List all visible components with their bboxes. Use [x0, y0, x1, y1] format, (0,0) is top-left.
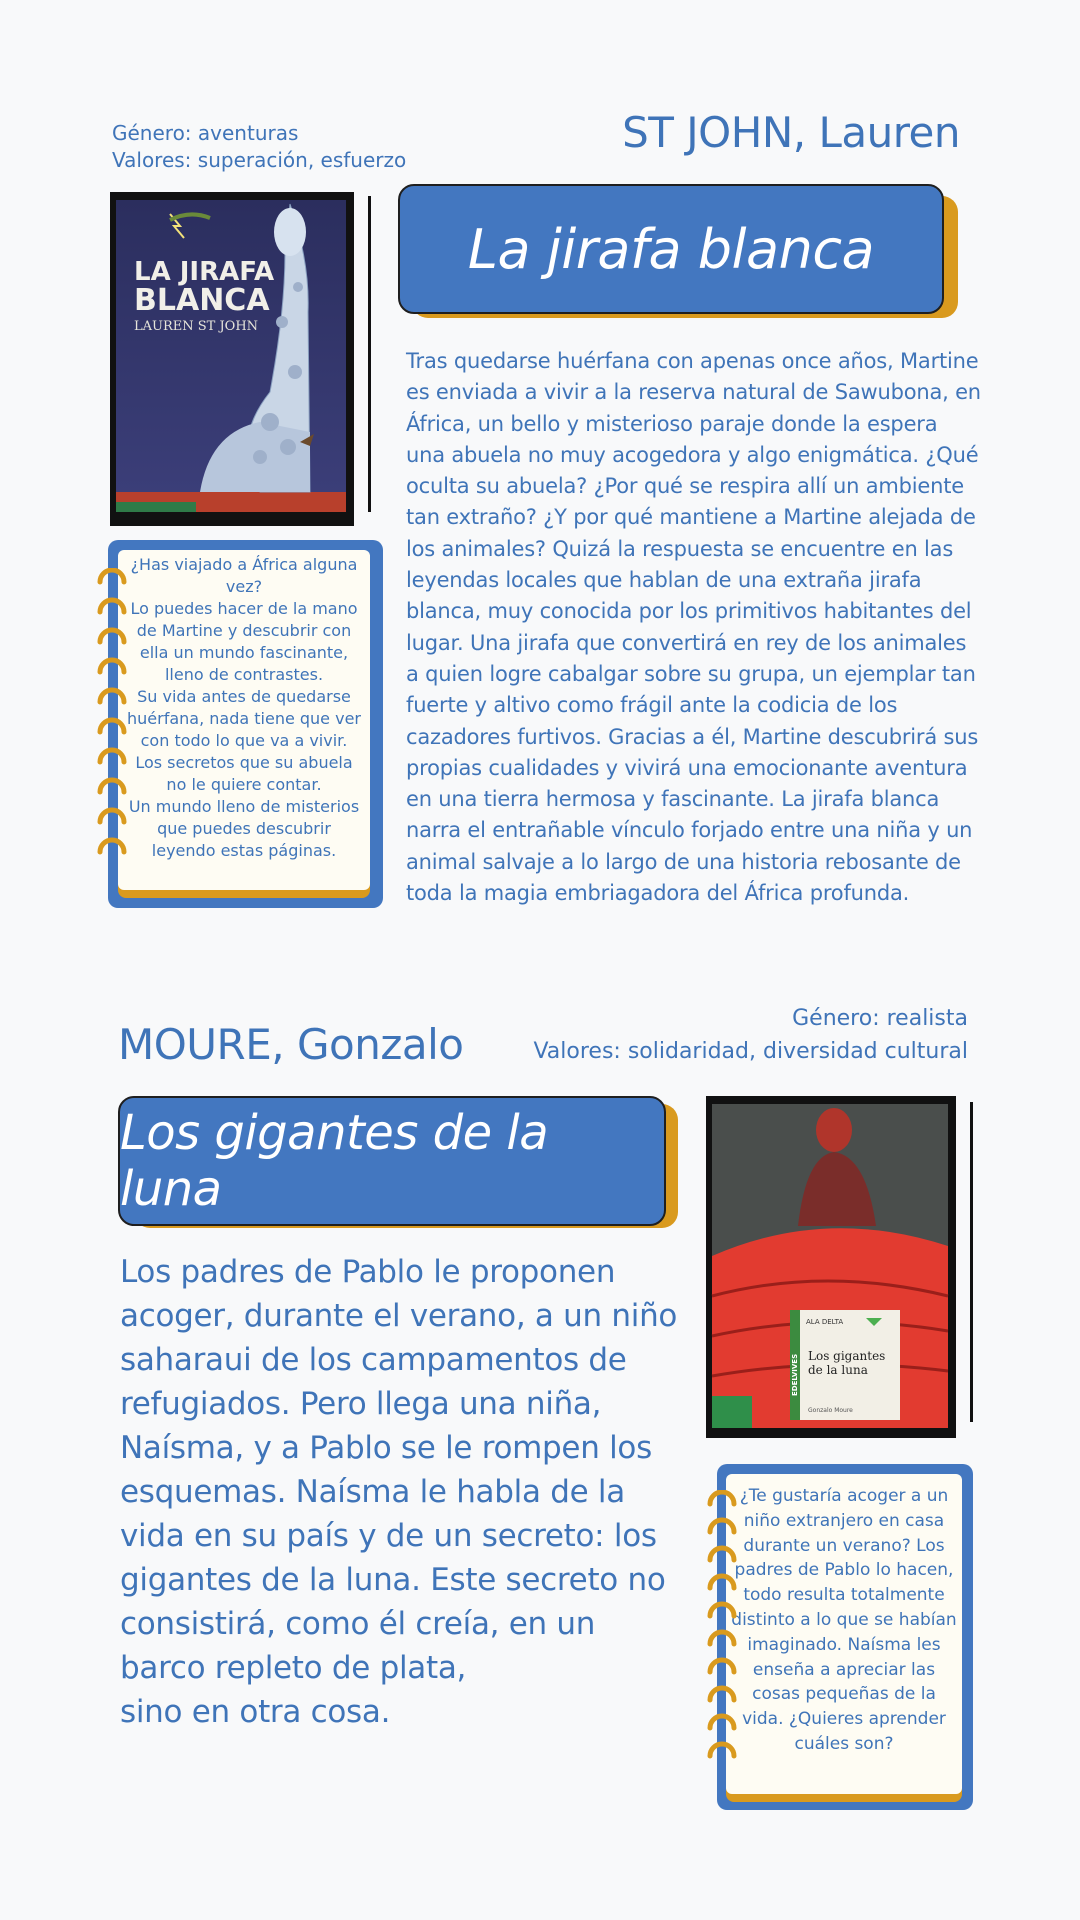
spiral-ring-icon: [100, 780, 124, 792]
cover1-author: LAUREN ST JOHN: [134, 319, 259, 334]
book2-title: Los gigantes de la luna: [118, 1096, 666, 1226]
book1-meta: [112, 120, 406, 174]
book2-summary-line: gigantes de la luna. Este secreto no: [120, 1562, 666, 1598]
cover2-author: Gonzalo Moure: [808, 1407, 853, 1414]
spiral-ring-icon: [100, 750, 124, 762]
book2-author: MOURE, Gonzalo: [118, 1020, 464, 1069]
book1-note: [118, 550, 370, 890]
book1-note-line: Los secretos que su abuela no le quiere contar.: [135, 753, 353, 794]
book1-summary: Tras quedarse huérfana con apenas once años, Martine es enviada a vivir a la reserva natural de Sawubona, en África, un bello y misterioso paraje donde la espera una abuela no muy acogedora y algo enigmática. ¿Qué oculta su abuela? ¿Por qué se respira allí un ambiente tan extraño? ¿Y por qué mantiene a Martine alejada de los animales? Quizá la respuesta se encuentre en las leyendas locales que hablan de una extraña jirafa blanca, muy conocida por los primitivos habitantes del lugar. Una jirafa que convertirá en rey de los animales a quien logre cabalgar sobre su grupa, un ejemplar tan fuerte y altivo como frágil ante la codicia de los cazadores furtivos. Gracias a él, Martine descubrirá sus propias cualidades y vivirá una emocionante aventura en una tierra hermosa y fascinante. La jirafa blanca narra el entrañable vínculo forjado entre una niña y un animal salvaje a lo largo de una historia rebosante de toda la magia embriagadora del África profunda.: [406, 349, 981, 906]
spiral-ring-icon: [710, 1576, 734, 1588]
book2-values: Valores: solidaridad, diversidad cultural: [533, 1039, 968, 1064]
cover2-publisher: EDELVIVES: [791, 1353, 799, 1396]
book1-title: La jirafa blanca: [398, 184, 944, 314]
book1-cover: [110, 192, 354, 526]
book1-values: Valores: superación, esfuerzo: [112, 148, 407, 172]
cover1-title-line1: LA JIRAFA: [134, 257, 275, 287]
book2-summary-line: Los padres de Pablo le proponen: [120, 1254, 616, 1290]
spiral-ring-icon: [710, 1632, 734, 1644]
book2-note: ¿Te gustaría acoger a un niño extranjero en casa durante un verano? Los padres de Pablo lo hacen, todo resulta totalmente distinto a lo que se habían imaginado. Naísma les enseña a apreciar las cosas pequeñas de la vida. ¿Quieres aprender cuáles son?: [726, 1474, 962, 1794]
spiral-ring-icon: [100, 570, 124, 582]
giraffe-cover-illustration: [110, 192, 354, 526]
spiral-ring-icon: [100, 840, 124, 852]
book1-note-line: ¿Has viajado a África alguna vez?: [130, 555, 358, 596]
book1-note-line: Lo puedes hacer de la mano de Martine y descubrir con ella un mundo fascinante, lleno de contrastes.: [130, 599, 358, 684]
spiral-ring-icon: [710, 1744, 734, 1756]
spiral-ring-icon: [710, 1548, 734, 1560]
spiral-ring-icon: [710, 1604, 734, 1616]
moon-giants-cover-illustration: [706, 1096, 956, 1438]
book2-summary-line: consistirá, como él creía, en un: [120, 1606, 596, 1642]
book2-spiral-rings: [706, 1490, 746, 1790]
book2-summary-line: acoger, durante el verano, a un niño: [120, 1298, 678, 1334]
spiral-ring-icon: [100, 690, 124, 702]
book1-spiral-rings: [96, 568, 136, 868]
spiral-ring-icon: [710, 1660, 734, 1672]
book2-summary-line: esquemas. Naísma le habla de la: [120, 1474, 625, 1510]
book2-summary-line: sino en otra cosa.: [120, 1694, 391, 1730]
book1-genre: Género: aventuras: [112, 121, 299, 145]
book2-summary-line: barco repleto de plata,: [120, 1650, 467, 1686]
book2-summary-line: Naísma, y a Pablo se le rompen los: [120, 1430, 652, 1466]
book2-summary-line: saharaui de los campamentos de: [120, 1342, 627, 1378]
spiral-ring-icon: [100, 810, 124, 822]
spiral-ring-icon: [710, 1520, 734, 1532]
book1-note-line: Su vida antes de quedarse huérfana, nada tiene que ver con todo lo que va a vivir.: [127, 687, 361, 750]
book1-cover-edge: [368, 196, 371, 512]
cover2-title-line1: Los gigantes: [808, 1349, 886, 1363]
cover2-title-line2: de la luna: [808, 1363, 868, 1377]
book1-author: ST JOHN, Lauren: [622, 108, 960, 157]
spiral-ring-icon: [100, 720, 124, 732]
book2-cover: [706, 1096, 956, 1438]
book2-summary-line: refugiados. Pero llega una niña,: [120, 1386, 602, 1422]
spiral-ring-icon: [710, 1716, 734, 1728]
spiral-ring-icon: [100, 660, 124, 672]
cover2-series: ALA DELTA: [806, 1318, 844, 1326]
book1-note-line: Un mundo lleno de misterios que puedes descubrir leyendo estas páginas.: [128, 797, 360, 860]
book2-genre: Género: realista: [792, 1006, 968, 1031]
book2-meta: [533, 1002, 968, 1068]
cover1-title-line2: BLANCA: [134, 283, 270, 318]
spiral-ring-icon: [710, 1492, 734, 1504]
book2-summary-line: vida en su país y de un secreto: los: [120, 1518, 657, 1554]
book2-cover-edge: [970, 1102, 973, 1422]
spiral-ring-icon: [100, 630, 124, 642]
book2-summary: [120, 1250, 677, 1734]
spiral-ring-icon: [100, 600, 124, 612]
spiral-ring-icon: [710, 1688, 734, 1700]
